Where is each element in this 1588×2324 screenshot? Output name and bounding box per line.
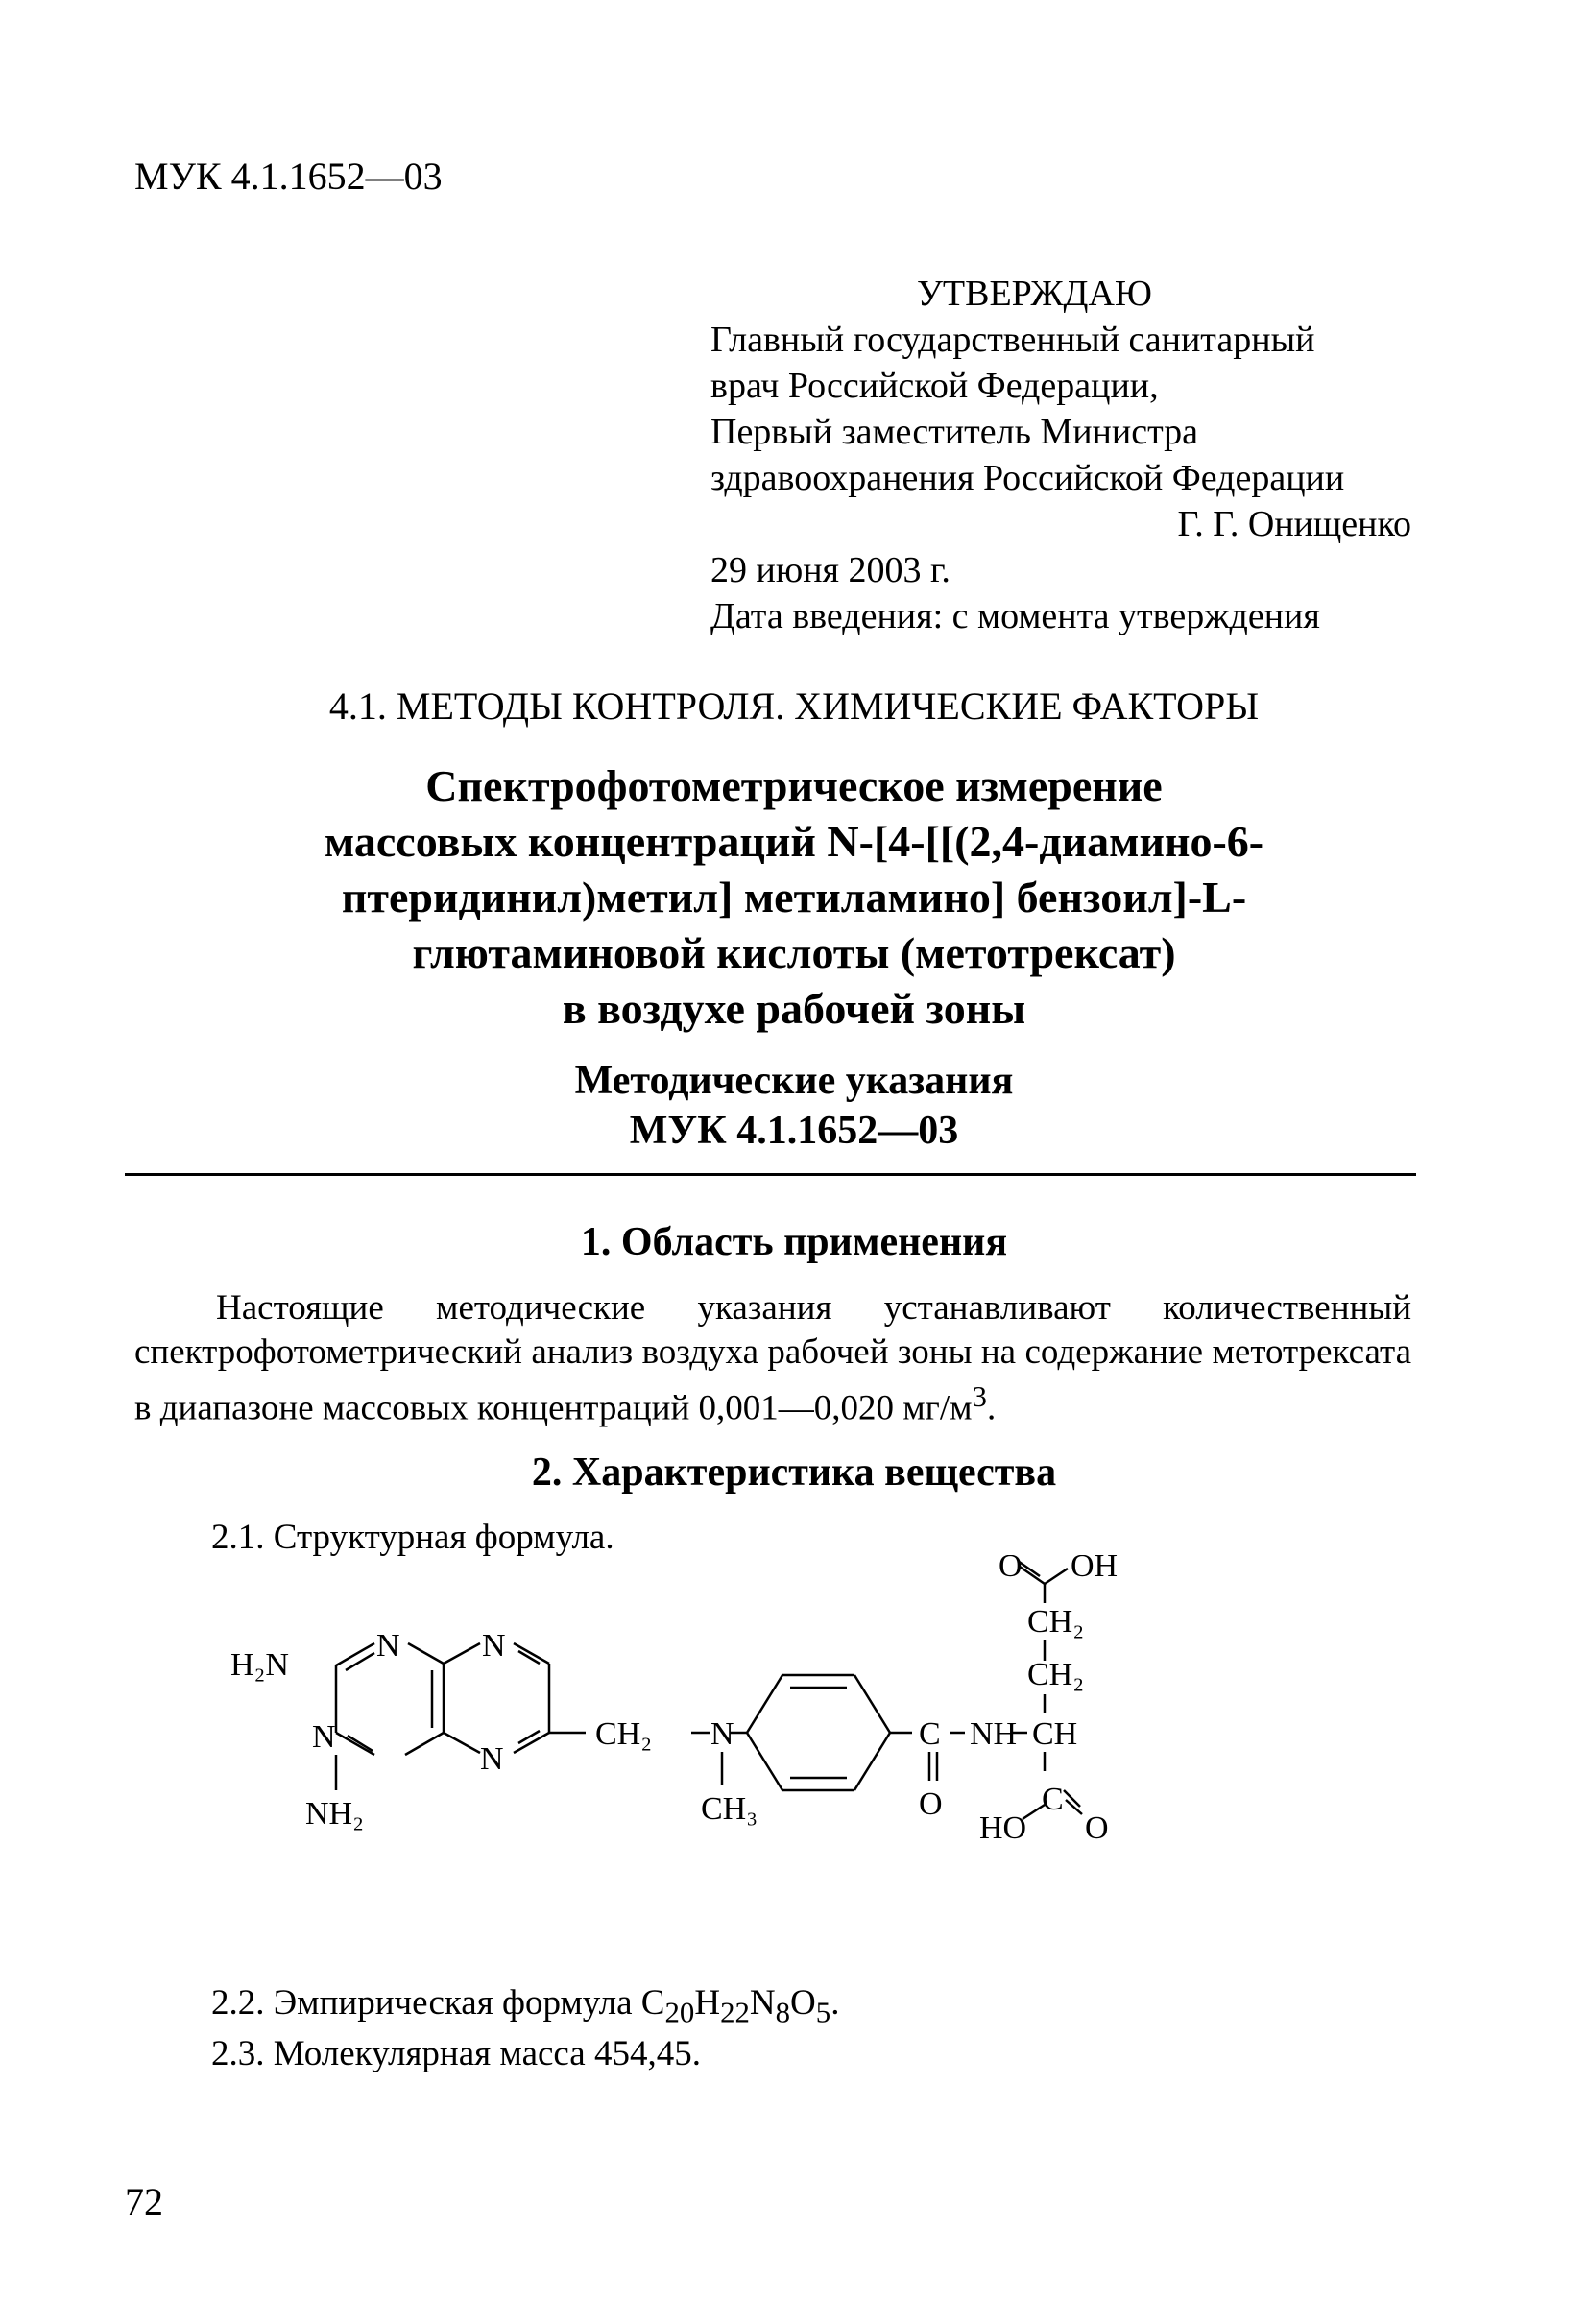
formula-label: CH₂ bbox=[595, 1716, 653, 1752]
subscript: 20 bbox=[664, 1996, 695, 2029]
doc-type-label: Методические указания bbox=[574, 1059, 1014, 1103]
unit-superscript: 3 bbox=[972, 1380, 987, 1413]
formula-label: CH₃ bbox=[701, 1791, 758, 1827]
formula-label: O bbox=[999, 1555, 1023, 1584]
empirical-formula-label: 2.2. Эмпирическая формула C bbox=[211, 1983, 665, 2023]
formula-label: HO bbox=[979, 1810, 1027, 1846]
doc-type-code: МУК 4.1.1652—03 bbox=[629, 1109, 959, 1153]
formula-label: N bbox=[480, 1741, 504, 1777]
approval-line: Главный государственный санитарный bbox=[710, 320, 1315, 360]
title-line: Спектрофотометрическое измерение bbox=[425, 761, 1163, 810]
document-type bbox=[0, 1056, 1588, 1156]
document-code: МУК 4.1.1652—03 bbox=[134, 155, 443, 198]
page-number: 72 bbox=[125, 2180, 163, 2223]
section-1-text bbox=[134, 1286, 1411, 1430]
formula-label: N bbox=[482, 1628, 506, 1664]
title-line: птеридинил)метил] метиламино] бензоил]-L- bbox=[341, 873, 1247, 922]
divider bbox=[125, 1173, 1416, 1176]
formula-label: N bbox=[376, 1628, 400, 1664]
period: . bbox=[986, 1388, 997, 1428]
approval-line: Первый заместитель Министра bbox=[710, 412, 1199, 452]
formula-label: CH₂ bbox=[1027, 1657, 1085, 1692]
formula-label: OH bbox=[1071, 1555, 1119, 1584]
title-line: в воздухе рабочей зоны bbox=[562, 984, 1026, 1033]
category-heading: 4.1. МЕТОДЫ КОНТРОЛЯ. ХИМИЧЕСКИЕ ФАКТОРЫ bbox=[328, 684, 1260, 728]
title-line: массовых концентраций N-[4-[[(2,4-диамино-6- bbox=[324, 817, 1264, 866]
formula-label: O bbox=[1085, 1810, 1109, 1846]
formula-label: NH₂ bbox=[305, 1796, 364, 1832]
approval-date: 29 июня 2003 г. bbox=[710, 550, 950, 590]
formula-label: NH bbox=[970, 1716, 1018, 1752]
section-1-title: 1. Область применения bbox=[580, 1220, 1008, 1264]
subscript: 8 bbox=[775, 1996, 791, 2029]
item-2-2: 2.2. Эмпирическая формула $C_{20}H_{22}N_8O_5$. bbox=[211, 1983, 840, 2029]
approval-title: УТВЕРЖДАЮ bbox=[917, 274, 1152, 314]
formula-label: C bbox=[919, 1716, 941, 1752]
approval-signer: Г. Г. Онищенко bbox=[1177, 504, 1411, 544]
effective-date: Дата введения: с момента утверждения bbox=[710, 596, 1320, 636]
document-title bbox=[0, 758, 1588, 1037]
formula-label: N bbox=[710, 1716, 734, 1752]
item-2-3: 2.3. Молекулярная масса 454,45. bbox=[211, 2034, 701, 2073]
item-2-1: 2.1. Структурная формула. bbox=[211, 1518, 614, 1557]
formula-label: C bbox=[1042, 1782, 1064, 1817]
subscript: 22 bbox=[720, 1996, 750, 2029]
subscript: 5 bbox=[815, 1996, 831, 2029]
approval-line: здравоохранения Российской Федерации bbox=[710, 458, 1345, 498]
section-1-body: Настоящие методические указания устанавливают количественный спектрофотометрический анализ воздуха рабочей зоны на содержание метотрексата в диапазоне массовых концентраций 0,001—0,020 мг/м bbox=[134, 1288, 1411, 1428]
section-2-title: 2. Характеристика вещества bbox=[531, 1450, 1057, 1495]
formula-label: H₂N bbox=[230, 1647, 289, 1683]
formula-label: CH₂ bbox=[1027, 1604, 1085, 1640]
formula-label: N bbox=[312, 1719, 336, 1755]
approval-line: врач Российской Федерации, bbox=[710, 366, 1159, 406]
structural-formula bbox=[192, 1555, 1344, 1968]
approval-block bbox=[710, 271, 1411, 639]
formula-label: O bbox=[919, 1786, 943, 1822]
title-line: глютаминовой кислоты (метотрексат) bbox=[412, 928, 1176, 977]
formula-label: CH bbox=[1032, 1716, 1078, 1752]
